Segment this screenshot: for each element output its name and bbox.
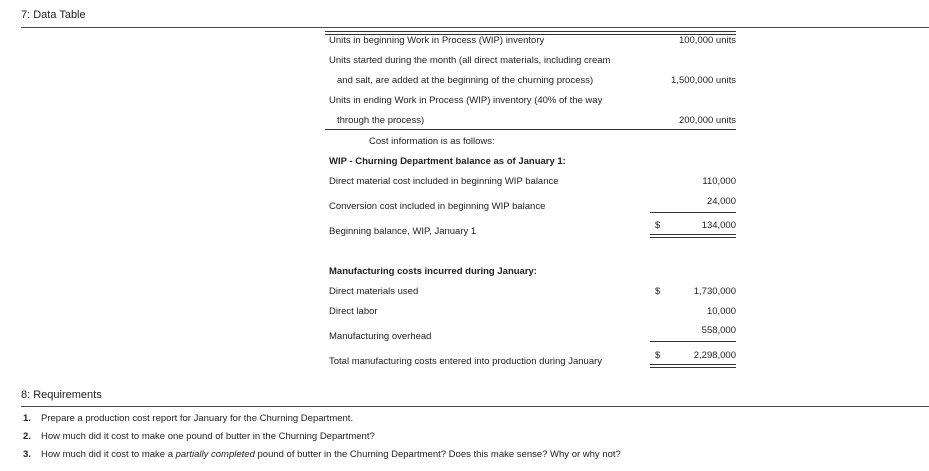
mfg-direct-labor-label: Direct labor <box>329 306 378 317</box>
units-beginning-wip-label: Units in beginning Work in Process (WIP) inventory <box>329 35 545 46</box>
section-8-title: 8: Requirements <box>21 389 102 401</box>
requirement-text-start: How much did it cost to make a <box>41 449 176 460</box>
mfg-subtotal-rule <box>650 341 736 342</box>
requirement-number: 3. <box>23 449 31 460</box>
requirement-number: 2. <box>23 431 31 442</box>
requirement-item <box>23 449 621 460</box>
requirement-text: How much did it cost to make one pound of butter in the Churning Department? <box>41 431 375 442</box>
section-8-divider <box>21 406 929 407</box>
mfg-total-label: Total manufacturing costs entered into production during January <box>329 356 603 367</box>
units-ending-wip-label-cont: through the process) <box>337 115 425 126</box>
units-beginning-wip-value: 100,000 units <box>678 35 736 46</box>
mfg-total-dollar: $ <box>655 350 661 361</box>
section-7-title: 7: Data Table <box>21 9 86 21</box>
wip-direct-material-value: 110,000 <box>702 176 736 187</box>
mfg-direct-labor-value: 10,000 <box>706 306 736 317</box>
mfg-total-double-rule <box>650 364 736 368</box>
requirement-item <box>23 431 375 442</box>
mfg-direct-materials-dollar: $ <box>655 286 661 297</box>
requirement-item <box>23 413 353 424</box>
wip-beginning-balance-dollar: $ <box>655 220 661 231</box>
section-7-divider <box>21 27 929 28</box>
units-started-value: 1,500,000 units <box>671 75 736 86</box>
mfg-overhead-label: Manufacturing overhead <box>329 331 432 342</box>
mfg-direct-materials-value: 1,730,000 <box>693 286 736 297</box>
wip-conversion-value: 24,000 <box>706 196 736 207</box>
requirement-text-emphasis: partially completed <box>175 449 255 460</box>
units-started-label-cont: and salt, are added at the beginning of the churning process) <box>337 75 594 86</box>
mfg-heading: Manufacturing costs incurred during January: <box>329 266 537 277</box>
units-section-rule <box>325 129 736 130</box>
cost-info-caption: Cost information is as follows: <box>369 136 495 147</box>
wip-total-double-rule <box>650 234 736 238</box>
requirement-text-end: pound of butter in the Churning Department? Does this make sense? Why or why not? <box>254 449 621 460</box>
requirement-text: Prepare a production cost report for January for the Churning Department. <box>41 413 354 424</box>
wip-conversion-label: Conversion cost included in beginning WIP balance <box>329 201 546 212</box>
wip-subtotal-rule <box>650 212 736 213</box>
mfg-total-value: 2,298,000 <box>693 350 736 361</box>
wip-beginning-balance-label: Beginning balance, WIP, January 1 <box>329 226 477 237</box>
wip-beginning-balance-value: 134,000 <box>701 220 736 231</box>
mfg-overhead-value: 558,000 <box>701 325 736 336</box>
units-ending-wip-label: Units in ending Work in Process (WIP) inventory (40% of the way <box>329 95 603 106</box>
wip-heading: WIP - Churning Department balance as of January 1: <box>329 156 566 167</box>
units-ending-wip-value: 200,000 units <box>678 115 736 126</box>
wip-direct-material-label: Direct material cost included in beginning WIP balance <box>329 176 559 187</box>
units-started-label: Units started during the month (all direct materials, including cream <box>329 55 611 66</box>
mfg-direct-materials-label: Direct materials used <box>329 286 419 297</box>
requirement-number: 1. <box>23 413 31 424</box>
